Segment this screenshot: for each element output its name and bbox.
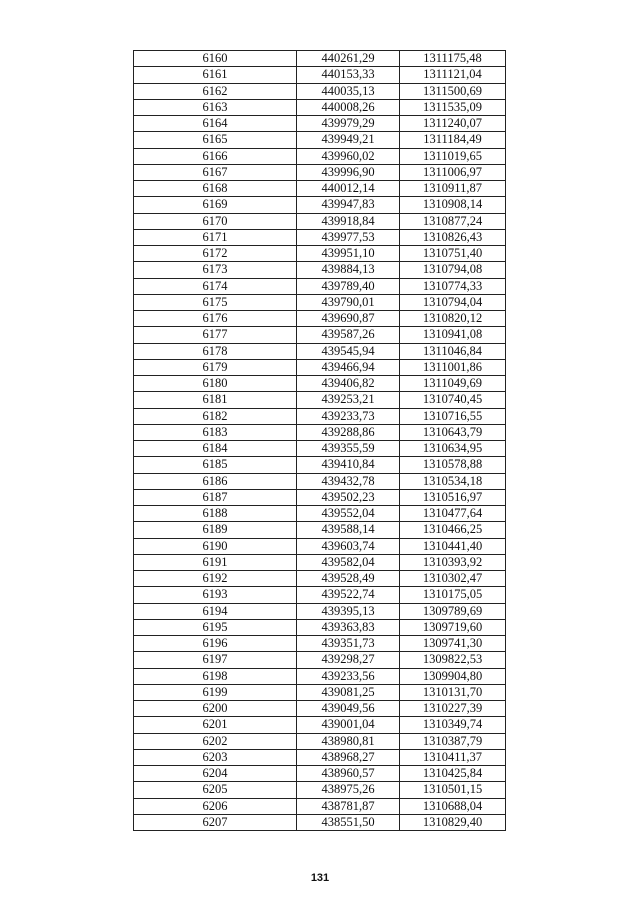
table-row [134,522,506,538]
y-coordinate-cell: 1311019,65 [400,148,506,164]
point-number-cell: 6206 [134,798,297,814]
point-number-cell: 6192 [134,571,297,587]
table-row [134,164,506,180]
coordinates-table [133,50,506,831]
x-coordinate-cell: 439253,21 [297,392,400,408]
table-row [134,83,506,99]
point-number-cell: 6203 [134,749,297,765]
point-number-cell: 6180 [134,376,297,392]
table-row [134,311,506,327]
x-coordinate-cell: 439884,13 [297,262,400,278]
y-coordinate-cell: 1310794,08 [400,262,506,278]
point-number-cell: 6186 [134,473,297,489]
y-coordinate-cell: 1310578,88 [400,457,506,473]
table-row [134,749,506,765]
x-coordinate-cell: 439522,74 [297,587,400,603]
table-row [134,636,506,652]
point-number-cell: 6183 [134,424,297,440]
point-number-cell: 6173 [134,262,297,278]
point-number-cell: 6197 [134,652,297,668]
y-coordinate-cell: 1309741,30 [400,636,506,652]
point-number-cell: 6198 [134,668,297,684]
point-number-cell: 6166 [134,148,297,164]
table-row [134,424,506,440]
point-number-cell: 6185 [134,457,297,473]
table-row [134,99,506,115]
point-number-cell: 6175 [134,294,297,310]
x-coordinate-cell: 439298,27 [297,652,400,668]
point-number-cell: 6170 [134,213,297,229]
x-coordinate-cell: 439587,26 [297,327,400,343]
table-row [134,116,506,132]
y-coordinate-cell: 1310820,12 [400,311,506,327]
point-number-cell: 6164 [134,116,297,132]
table-row [134,538,506,554]
point-number-cell: 6176 [134,311,297,327]
y-coordinate-cell: 1309789,69 [400,603,506,619]
x-coordinate-cell: 439996,90 [297,164,400,180]
point-number-cell: 6177 [134,327,297,343]
table-row [134,67,506,83]
y-coordinate-cell: 1310740,45 [400,392,506,408]
point-number-cell: 6178 [134,343,297,359]
y-coordinate-cell: 1310425,84 [400,766,506,782]
y-coordinate-cell: 1310751,40 [400,246,506,262]
y-coordinate-cell: 1310794,04 [400,294,506,310]
x-coordinate-cell: 439288,86 [297,424,400,440]
point-number-cell: 6174 [134,278,297,294]
y-coordinate-cell: 1311175,48 [400,51,506,67]
point-number-cell: 6207 [134,814,297,830]
table-row [134,489,506,505]
table-row [134,554,506,570]
y-coordinate-cell: 1311046,84 [400,343,506,359]
x-coordinate-cell: 439406,82 [297,376,400,392]
y-coordinate-cell: 1310175,05 [400,587,506,603]
point-number-cell: 6195 [134,619,297,635]
table-row [134,733,506,749]
x-coordinate-cell: 439690,87 [297,311,400,327]
point-number-cell: 6168 [134,181,297,197]
table-row [134,262,506,278]
point-number-cell: 6205 [134,782,297,798]
x-coordinate-cell: 439233,56 [297,668,400,684]
point-number-cell: 6161 [134,67,297,83]
table-row [134,197,506,213]
point-number-cell: 6187 [134,489,297,505]
y-coordinate-cell: 1310774,33 [400,278,506,294]
y-coordinate-cell: 1310643,79 [400,424,506,440]
point-number-cell: 6160 [134,51,297,67]
table-row [134,213,506,229]
x-coordinate-cell: 439355,59 [297,441,400,457]
table-row [134,457,506,473]
x-coordinate-cell: 438980,81 [297,733,400,749]
x-coordinate-cell: 439979,29 [297,116,400,132]
table-row [134,148,506,164]
y-coordinate-cell: 1310227,39 [400,701,506,717]
x-coordinate-cell: 439001,04 [297,717,400,733]
table-row [134,603,506,619]
y-coordinate-cell: 1310716,55 [400,408,506,424]
y-coordinate-cell: 1311535,09 [400,99,506,115]
point-number-cell: 6191 [134,554,297,570]
x-coordinate-cell: 439233,73 [297,408,400,424]
table-row [134,619,506,635]
table-row [134,229,506,245]
table-row [134,473,506,489]
table-row [134,343,506,359]
point-number-cell: 6184 [134,441,297,457]
x-coordinate-cell: 439977,53 [297,229,400,245]
x-coordinate-cell: 439918,84 [297,213,400,229]
x-coordinate-cell: 440153,33 [297,67,400,83]
x-coordinate-cell: 439951,10 [297,246,400,262]
point-number-cell: 6190 [134,538,297,554]
y-coordinate-cell: 1310516,97 [400,489,506,505]
x-coordinate-cell: 439363,83 [297,619,400,635]
x-coordinate-cell: 438551,50 [297,814,400,830]
point-number-cell: 6162 [134,83,297,99]
table-row [134,701,506,717]
x-coordinate-cell: 440261,29 [297,51,400,67]
table-row [134,181,506,197]
x-coordinate-cell: 439582,04 [297,554,400,570]
x-coordinate-cell: 439395,13 [297,603,400,619]
point-number-cell: 6193 [134,587,297,603]
table-row [134,717,506,733]
y-coordinate-cell: 1310441,40 [400,538,506,554]
y-coordinate-cell: 1310411,37 [400,749,506,765]
page-number: 131 [310,872,330,884]
table-row [134,766,506,782]
point-number-cell: 6188 [134,506,297,522]
x-coordinate-cell: 439351,73 [297,636,400,652]
y-coordinate-cell: 1310911,87 [400,181,506,197]
point-number-cell: 6189 [134,522,297,538]
y-coordinate-cell: 1310634,95 [400,441,506,457]
y-coordinate-cell: 1310534,18 [400,473,506,489]
table-row [134,392,506,408]
y-coordinate-cell: 1309822,53 [400,652,506,668]
x-coordinate-cell: 439789,40 [297,278,400,294]
y-coordinate-cell: 1310393,92 [400,554,506,570]
table-row [134,278,506,294]
table-row [134,359,506,375]
x-coordinate-cell: 439410,84 [297,457,400,473]
table-row [134,668,506,684]
y-coordinate-cell: 1309719,60 [400,619,506,635]
table-row [134,246,506,262]
point-number-cell: 6179 [134,359,297,375]
x-coordinate-cell: 440012,14 [297,181,400,197]
point-number-cell: 6169 [134,197,297,213]
table-row [134,294,506,310]
point-number-cell: 6165 [134,132,297,148]
y-coordinate-cell: 1311500,69 [400,83,506,99]
y-coordinate-cell: 1309904,80 [400,668,506,684]
y-coordinate-cell: 1310131,70 [400,684,506,700]
x-coordinate-cell: 440035,13 [297,83,400,99]
point-number-cell: 6181 [134,392,297,408]
x-coordinate-cell: 440008,26 [297,99,400,115]
x-coordinate-cell: 439588,14 [297,522,400,538]
x-coordinate-cell: 439528,49 [297,571,400,587]
x-coordinate-cell: 439545,94 [297,343,400,359]
point-number-cell: 6171 [134,229,297,245]
point-number-cell: 6202 [134,733,297,749]
point-number-cell: 6204 [134,766,297,782]
y-coordinate-cell: 1311049,69 [400,376,506,392]
y-coordinate-cell: 1310829,40 [400,814,506,830]
x-coordinate-cell: 439790,01 [297,294,400,310]
x-coordinate-cell: 439432,78 [297,473,400,489]
table-row [134,408,506,424]
x-coordinate-cell: 438968,27 [297,749,400,765]
y-coordinate-cell: 1310501,15 [400,782,506,798]
y-coordinate-cell: 1311006,97 [400,164,506,180]
point-number-cell: 6163 [134,99,297,115]
x-coordinate-cell: 438960,57 [297,766,400,782]
y-coordinate-cell: 1310908,14 [400,197,506,213]
point-number-cell: 6201 [134,717,297,733]
table-row [134,684,506,700]
x-coordinate-cell: 439960,02 [297,148,400,164]
y-coordinate-cell: 1311240,07 [400,116,506,132]
y-coordinate-cell: 1310688,04 [400,798,506,814]
point-number-cell: 6182 [134,408,297,424]
y-coordinate-cell: 1310826,43 [400,229,506,245]
x-coordinate-cell: 439081,25 [297,684,400,700]
coordinates-table-body [134,51,506,831]
table-row [134,652,506,668]
table-row [134,587,506,603]
table-row [134,327,506,343]
x-coordinate-cell: 439466,94 [297,359,400,375]
y-coordinate-cell: 1311121,04 [400,67,506,83]
y-coordinate-cell: 1310387,79 [400,733,506,749]
point-number-cell: 6167 [134,164,297,180]
y-coordinate-cell: 1311184,49 [400,132,506,148]
x-coordinate-cell: 439949,21 [297,132,400,148]
y-coordinate-cell: 1310877,24 [400,213,506,229]
table-row [134,814,506,830]
x-coordinate-cell: 439502,23 [297,489,400,505]
table-row [134,132,506,148]
x-coordinate-cell: 438781,87 [297,798,400,814]
table-row [134,571,506,587]
point-number-cell: 6196 [134,636,297,652]
table-row [134,376,506,392]
point-number-cell: 6172 [134,246,297,262]
table-row [134,51,506,67]
y-coordinate-cell: 1310349,74 [400,717,506,733]
x-coordinate-cell: 439552,04 [297,506,400,522]
y-coordinate-cell: 1310477,64 [400,506,506,522]
x-coordinate-cell: 439947,83 [297,197,400,213]
x-coordinate-cell: 439603,74 [297,538,400,554]
y-coordinate-cell: 1310302,47 [400,571,506,587]
x-coordinate-cell: 438975,26 [297,782,400,798]
table-row [134,798,506,814]
point-number-cell: 6199 [134,684,297,700]
table-row [134,782,506,798]
point-number-cell: 6194 [134,603,297,619]
point-number-cell: 6200 [134,701,297,717]
table-row [134,441,506,457]
y-coordinate-cell: 1311001,86 [400,359,506,375]
y-coordinate-cell: 1310941,08 [400,327,506,343]
table-row [134,506,506,522]
y-coordinate-cell: 1310466,25 [400,522,506,538]
x-coordinate-cell: 439049,56 [297,701,400,717]
